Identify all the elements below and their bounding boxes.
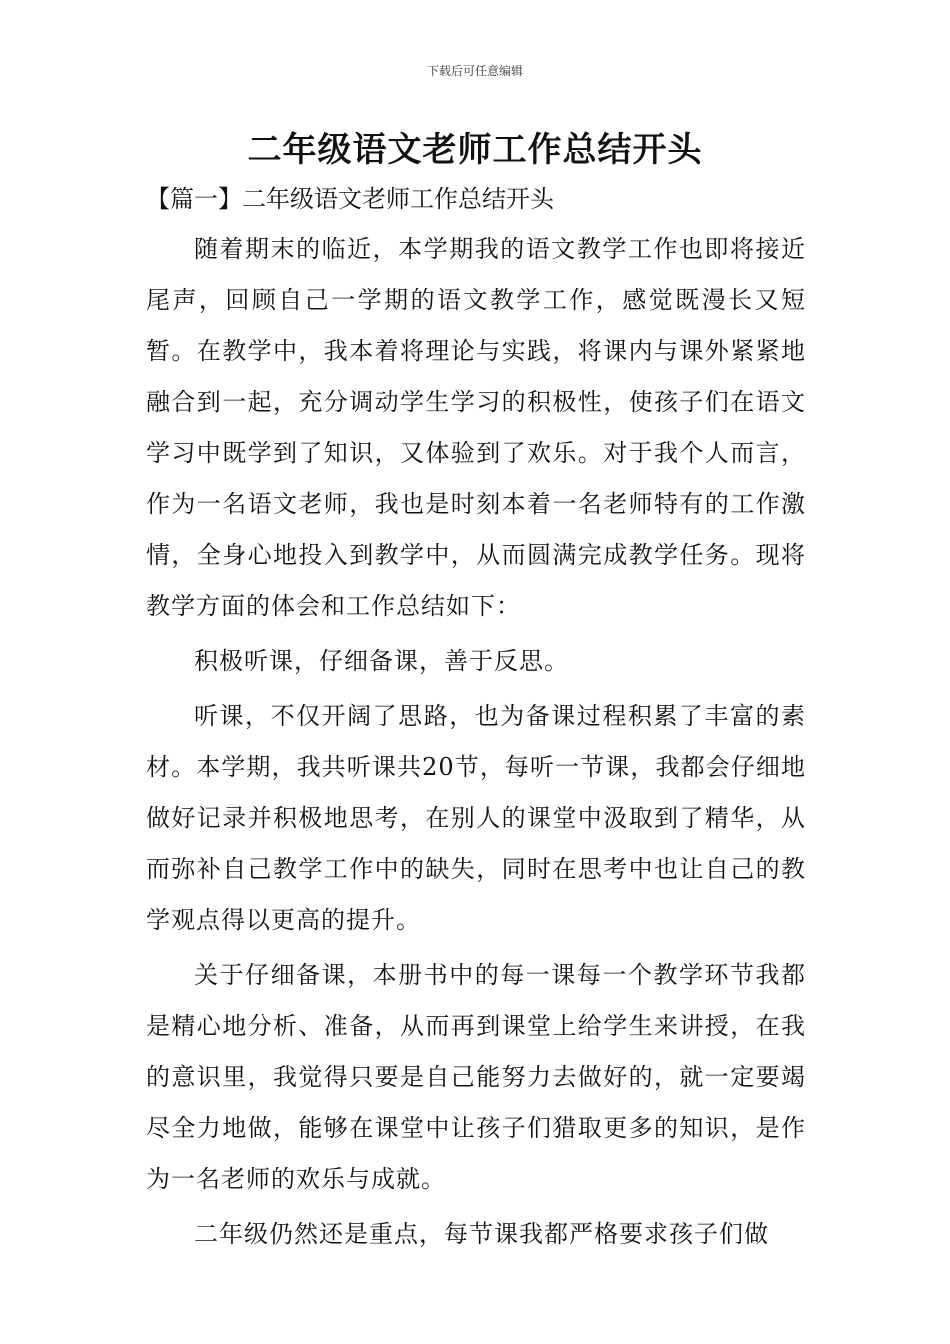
paragraph-point-heading: 积极听课，仔细备课，善于反思。 <box>194 647 569 675</box>
section-heading: 【篇一】二年级语文老师工作总结开头 <box>146 185 554 213</box>
paragraph-grade-two: 二年级仍然还是重点，每节课我都严格要求孩子们做 <box>194 1220 769 1248</box>
document-title: 二年级语文老师工作总结开头 <box>247 130 703 170</box>
paragraph-preparation: 关于仔细备课，本册书中的每一课每一个教学环节我都是精心地分析、准备，从而再到课堂上给学生来讲授，在我的意识里，我觉得只要是自己能努力去做好的，就一定要竭尽全力地做，能够在课堂中让孩子们猎取更多的知识，是作为一名老师的欢乐与成就。 <box>146 961 806 1193</box>
paragraph-listening: 听课，不仅开阔了思路，也为备课过程积累了丰富的素材。本学期，我共听课共20节，每听一节课，我都会仔细地做好记录并积极地思考，在别人的课堂中汲取到了精华，从而弥补自己教学工作中的缺失，同时在思考中也让自己的教学观点得以更高的提升。 <box>146 702 806 934</box>
document-body <box>146 224 806 1264</box>
header-note: 下载后可任意编辑 <box>426 64 523 78</box>
paragraph-intro: 随着期末的临近，本学期我的语文教学工作也即将接近尾声，回顾自己一学期的语文教学工作，感觉既漫长又短暂。在教学中，我本着将理论与实践，将课内与课外紧紧地融合到一起，充分调动学生学习的积极性，使孩子们在语文学习中既学到了知识，又体验到了欢乐。对于我个人而言，作为一名语文老师，我也是时刻本着一名老师特有的工作激情，全身心地投入到教学中，从而圆满完成教学任务。现将教学方面的体会和工作总结如下： <box>146 235 806 620</box>
